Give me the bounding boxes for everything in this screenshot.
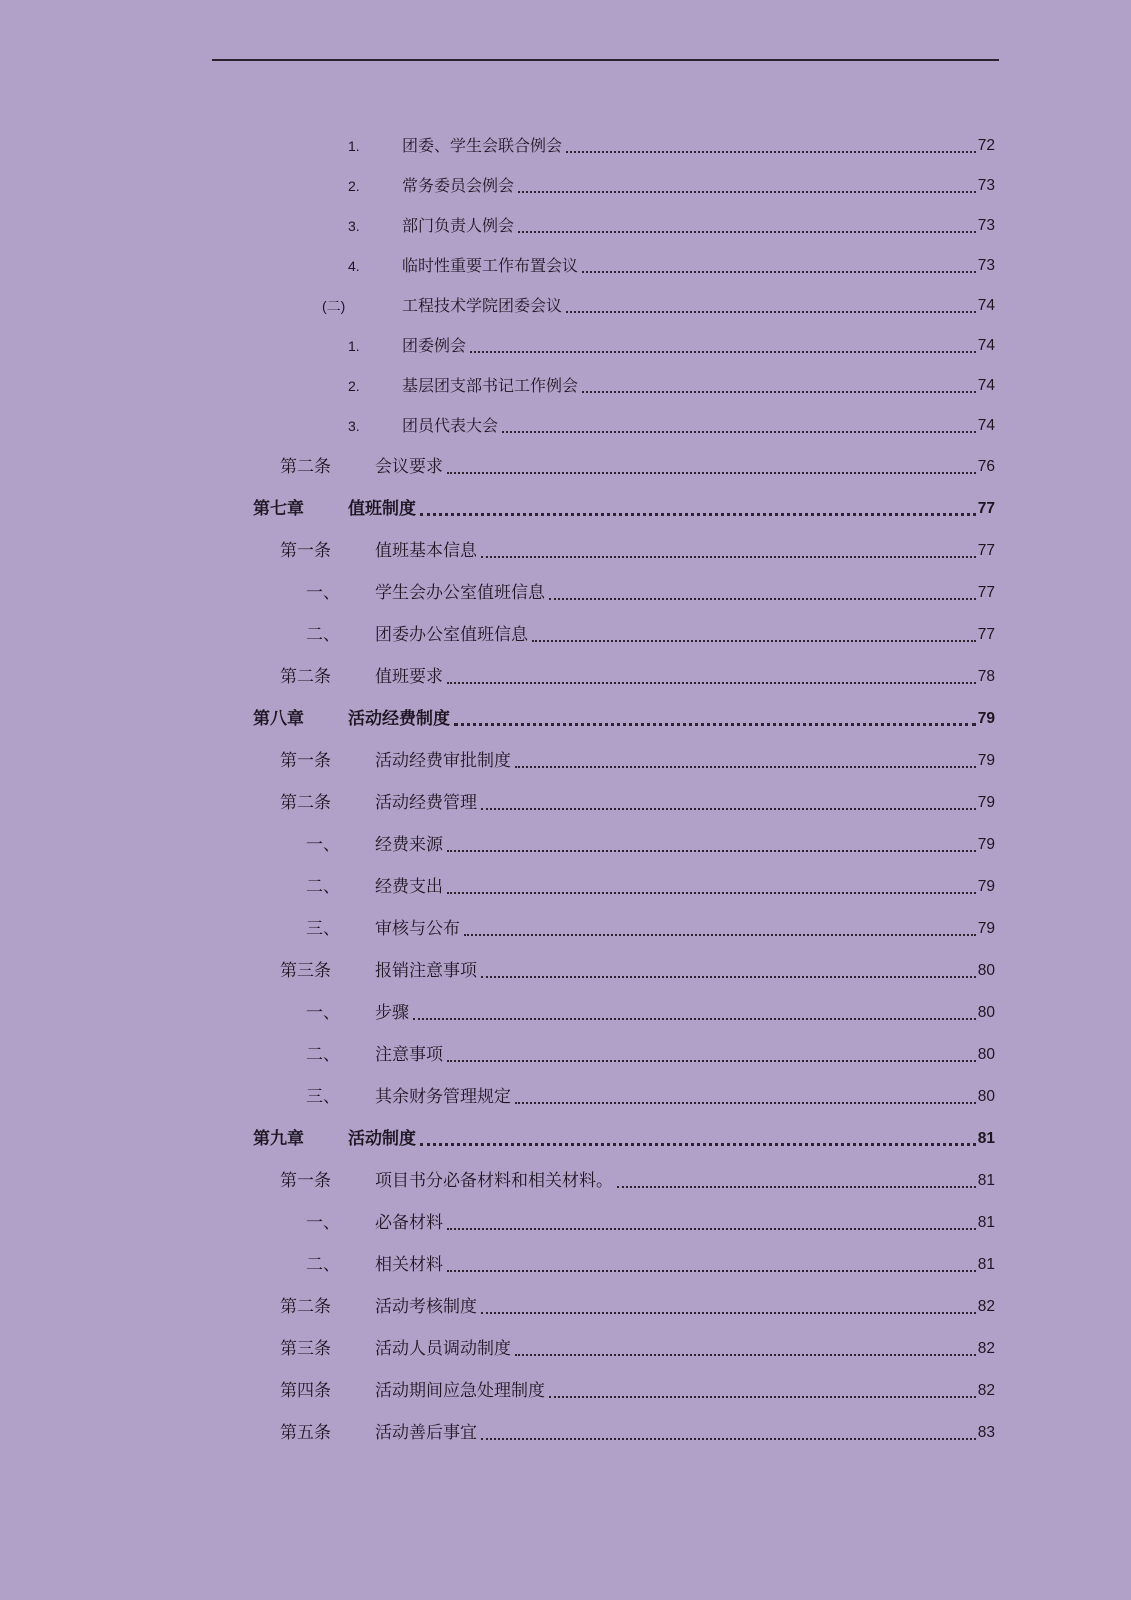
dot-leader <box>566 311 976 313</box>
toc-entry[interactable] <box>306 1204 995 1234</box>
dot-leader <box>515 1354 976 1356</box>
toc-entry-number: 第三条 <box>280 1339 331 1359</box>
toc-entry[interactable] <box>280 532 995 562</box>
toc-entry-title: 活动考核制度 <box>375 1297 477 1317</box>
toc-entry[interactable] <box>280 1330 995 1360</box>
toc-entry-page: 81 <box>977 1172 995 1189</box>
toc-entry-title: 活动人员调动制度 <box>375 1339 511 1359</box>
toc-entry-page: 79 <box>977 710 995 727</box>
toc-entry-page: 80 <box>977 1004 995 1021</box>
toc-entry[interactable] <box>306 994 995 1024</box>
toc-entry-page: 74 <box>977 417 995 434</box>
dot-leader <box>549 598 976 600</box>
dot-leader <box>454 723 976 726</box>
toc-entry-title: 临时性重要工作布置会议 <box>402 256 579 275</box>
dot-leader <box>420 1143 976 1146</box>
toc-entry-page: 76 <box>977 458 995 475</box>
toc-entry-number: 2. <box>348 378 360 394</box>
toc-entry[interactable] <box>306 574 995 604</box>
toc-entry-title: 相关材料 <box>375 1255 443 1275</box>
toc-chapter-entry[interactable] <box>253 700 995 730</box>
toc-entry-title: 报销注意事项 <box>375 961 477 981</box>
dot-leader <box>515 1102 976 1104</box>
dot-leader <box>582 271 976 273</box>
toc-entry-title: 注意事项 <box>375 1045 443 1065</box>
toc-entry-page: 79 <box>977 878 995 895</box>
toc-entry-page: 79 <box>977 752 995 769</box>
toc-entry-title: 值班基本信息 <box>375 541 477 561</box>
dot-leader <box>481 976 976 978</box>
toc-entry-title: 活动经费审批制度 <box>375 751 511 771</box>
toc-entry-number: 一、 <box>306 835 340 855</box>
toc-entry[interactable] <box>280 658 995 688</box>
toc-entry-title: 值班要求 <box>375 667 443 687</box>
toc-entry-number: 第五条 <box>280 1423 331 1443</box>
dot-leader <box>413 1018 976 1020</box>
toc-entry-title: 活动经费管理 <box>375 793 477 813</box>
toc-entry[interactable] <box>322 247 995 277</box>
toc-entry-title: 值班制度 <box>348 499 416 519</box>
toc-entry-number: 第二条 <box>280 667 331 687</box>
dot-leader <box>518 231 976 233</box>
toc-entry-title: 活动制度 <box>348 1129 416 1149</box>
dot-leader <box>447 472 976 474</box>
toc-entry-number: 第一条 <box>280 751 331 771</box>
toc-entry-number: 二、 <box>306 1045 340 1065</box>
toc-entry-number: 第二条 <box>280 793 331 813</box>
toc-entry-page: 80 <box>977 1088 995 1105</box>
toc-entry[interactable] <box>322 407 995 437</box>
toc-entry-page: 77 <box>977 584 995 601</box>
toc-entry[interactable] <box>306 868 995 898</box>
toc-entry-number: 3. <box>348 218 360 234</box>
toc-entry-page: 74 <box>977 337 995 354</box>
dot-leader <box>447 892 976 894</box>
toc-entry-number: 第一条 <box>280 541 331 561</box>
toc-entry-page: 79 <box>977 920 995 937</box>
toc-entry-number: 第一条 <box>280 1171 331 1191</box>
toc-entry[interactable] <box>322 327 995 357</box>
toc-entry-page: 82 <box>977 1298 995 1315</box>
toc-entry-title: 团委、学生会联合例会 <box>402 136 563 155</box>
toc-entry-page: 79 <box>977 794 995 811</box>
toc-entry[interactable] <box>280 1288 995 1318</box>
toc-entry-title: 活动善后事宜 <box>375 1423 477 1443</box>
toc-entry-number: 1. <box>348 138 360 154</box>
toc-entry[interactable] <box>322 367 995 397</box>
toc-entry-title: 步骤 <box>375 1003 409 1023</box>
toc-entry[interactable] <box>306 826 995 856</box>
toc-entry[interactable] <box>280 784 995 814</box>
toc-entry[interactable] <box>322 287 995 317</box>
toc-entry-title: 基层团支部书记工作例会 <box>402 376 579 395</box>
toc-entry-title: 部门负责人例会 <box>402 216 515 235</box>
toc-entry-page: 81 <box>977 1130 995 1147</box>
dot-leader <box>549 1396 976 1398</box>
dot-leader <box>447 1060 976 1062</box>
toc-entry-title: 项目书分必备材料和相关材料。 <box>375 1171 613 1191</box>
toc-entry[interactable] <box>280 742 995 772</box>
dot-leader <box>582 391 976 393</box>
toc-entry-page: 81 <box>977 1256 995 1273</box>
toc-entry[interactable] <box>280 952 995 982</box>
toc-entry[interactable] <box>280 1372 995 1402</box>
toc-entry[interactable] <box>322 167 995 197</box>
toc-chapter-entry[interactable] <box>253 490 995 520</box>
dot-leader <box>481 556 976 558</box>
toc-entry-number: 二、 <box>306 625 340 645</box>
dot-leader <box>464 934 976 936</box>
toc-entry[interactable] <box>306 910 995 940</box>
toc-entry-title: 活动期间应急处理制度 <box>375 1381 545 1401</box>
toc-entry-title: 团委办公室值班信息 <box>375 625 528 645</box>
toc-entry-title: 工程技术学院团委会议 <box>402 296 563 315</box>
toc-entry-number: 第二条 <box>280 1297 331 1317</box>
toc-entry-page: 78 <box>977 668 995 685</box>
toc-entry-title: 必备材料 <box>375 1213 443 1233</box>
toc-entry-title: 会议要求 <box>375 457 443 477</box>
dot-leader <box>481 1312 976 1314</box>
toc-entry-number: (二) <box>322 298 346 314</box>
toc-entry[interactable] <box>306 616 995 646</box>
toc-entry-page: 77 <box>977 500 995 517</box>
dot-leader <box>447 1228 976 1230</box>
toc-entry-page: 72 <box>977 137 995 154</box>
toc-entry-number: 一、 <box>306 1003 340 1023</box>
toc-entry-number: 一、 <box>306 1213 340 1233</box>
toc-entry-page: 77 <box>977 626 995 643</box>
toc-entry-page: 74 <box>977 297 995 314</box>
dot-leader <box>617 1186 976 1188</box>
toc-entry-number: 一、 <box>306 583 340 603</box>
toc-entry-title: 学生会办公室值班信息 <box>375 583 545 603</box>
toc-entry-title: 活动经费制度 <box>348 709 450 729</box>
toc-entry-number: 三、 <box>306 1087 340 1107</box>
dot-leader <box>420 513 976 516</box>
toc-entry-page: 82 <box>977 1382 995 1399</box>
toc-entry-page: 80 <box>977 1046 995 1063</box>
toc-entry-title: 经费支出 <box>375 877 443 897</box>
toc-entry-number: 4. <box>348 258 360 274</box>
toc-entry-number: 三、 <box>306 919 340 939</box>
toc-entry[interactable] <box>322 127 995 157</box>
dot-leader <box>518 191 976 193</box>
toc-entry-page: 82 <box>977 1340 995 1357</box>
toc-entry-page: 73 <box>977 257 995 274</box>
dot-leader <box>481 1438 976 1440</box>
toc-entry[interactable] <box>306 1246 995 1276</box>
toc-entry-title: 常务委员会例会 <box>402 176 515 195</box>
toc-entry-number: 第七章 <box>253 499 304 519</box>
toc-entry-page: 74 <box>977 377 995 394</box>
dot-leader <box>481 808 976 810</box>
toc-entry-page: 81 <box>977 1214 995 1231</box>
dot-leader <box>566 151 976 153</box>
toc-entry-page: 73 <box>977 177 995 194</box>
dot-leader <box>502 431 976 433</box>
dot-leader <box>470 351 976 353</box>
toc-entry-title: 经费来源 <box>375 835 443 855</box>
toc-entry-page: 79 <box>977 836 995 853</box>
toc-entry-title: 审核与公布 <box>375 919 460 939</box>
toc-entry-number: 第八章 <box>253 709 304 729</box>
toc-entry-page: 73 <box>977 217 995 234</box>
toc-entry-number: 二、 <box>306 1255 340 1275</box>
toc-entry-page: 83 <box>977 1424 995 1441</box>
dot-leader <box>532 640 976 642</box>
toc-entry[interactable] <box>306 1036 995 1066</box>
dot-leader <box>447 850 976 852</box>
toc-entry-number: 二、 <box>306 877 340 897</box>
toc-entry-title: 团委例会 <box>402 336 467 355</box>
dot-leader <box>447 1270 976 1272</box>
toc-entry-title: 团员代表大会 <box>402 416 499 435</box>
toc-chapter-entry[interactable] <box>253 1120 995 1150</box>
toc-entry-number: 1. <box>348 338 360 354</box>
toc-entry-number: 第三条 <box>280 961 331 981</box>
toc-entry[interactable] <box>322 207 995 237</box>
toc-entry-number: 第四条 <box>280 1381 331 1401</box>
dot-leader <box>515 766 976 768</box>
toc-entry-number: 第二条 <box>280 457 331 477</box>
toc-entry-number: 2. <box>348 178 360 194</box>
toc-entry[interactable] <box>280 1162 995 1192</box>
toc-entry-number: 3. <box>348 418 360 434</box>
toc-entry-title: 其余财务管理规定 <box>375 1087 511 1107</box>
dot-leader <box>447 682 976 684</box>
toc-entry-number: 第九章 <box>253 1129 304 1149</box>
toc-entry[interactable] <box>306 1078 995 1108</box>
toc-entry[interactable] <box>280 448 995 478</box>
toc-entry-page: 80 <box>977 962 995 979</box>
toc-entry-page: 77 <box>977 542 995 559</box>
toc-entry[interactable] <box>280 1414 995 1444</box>
